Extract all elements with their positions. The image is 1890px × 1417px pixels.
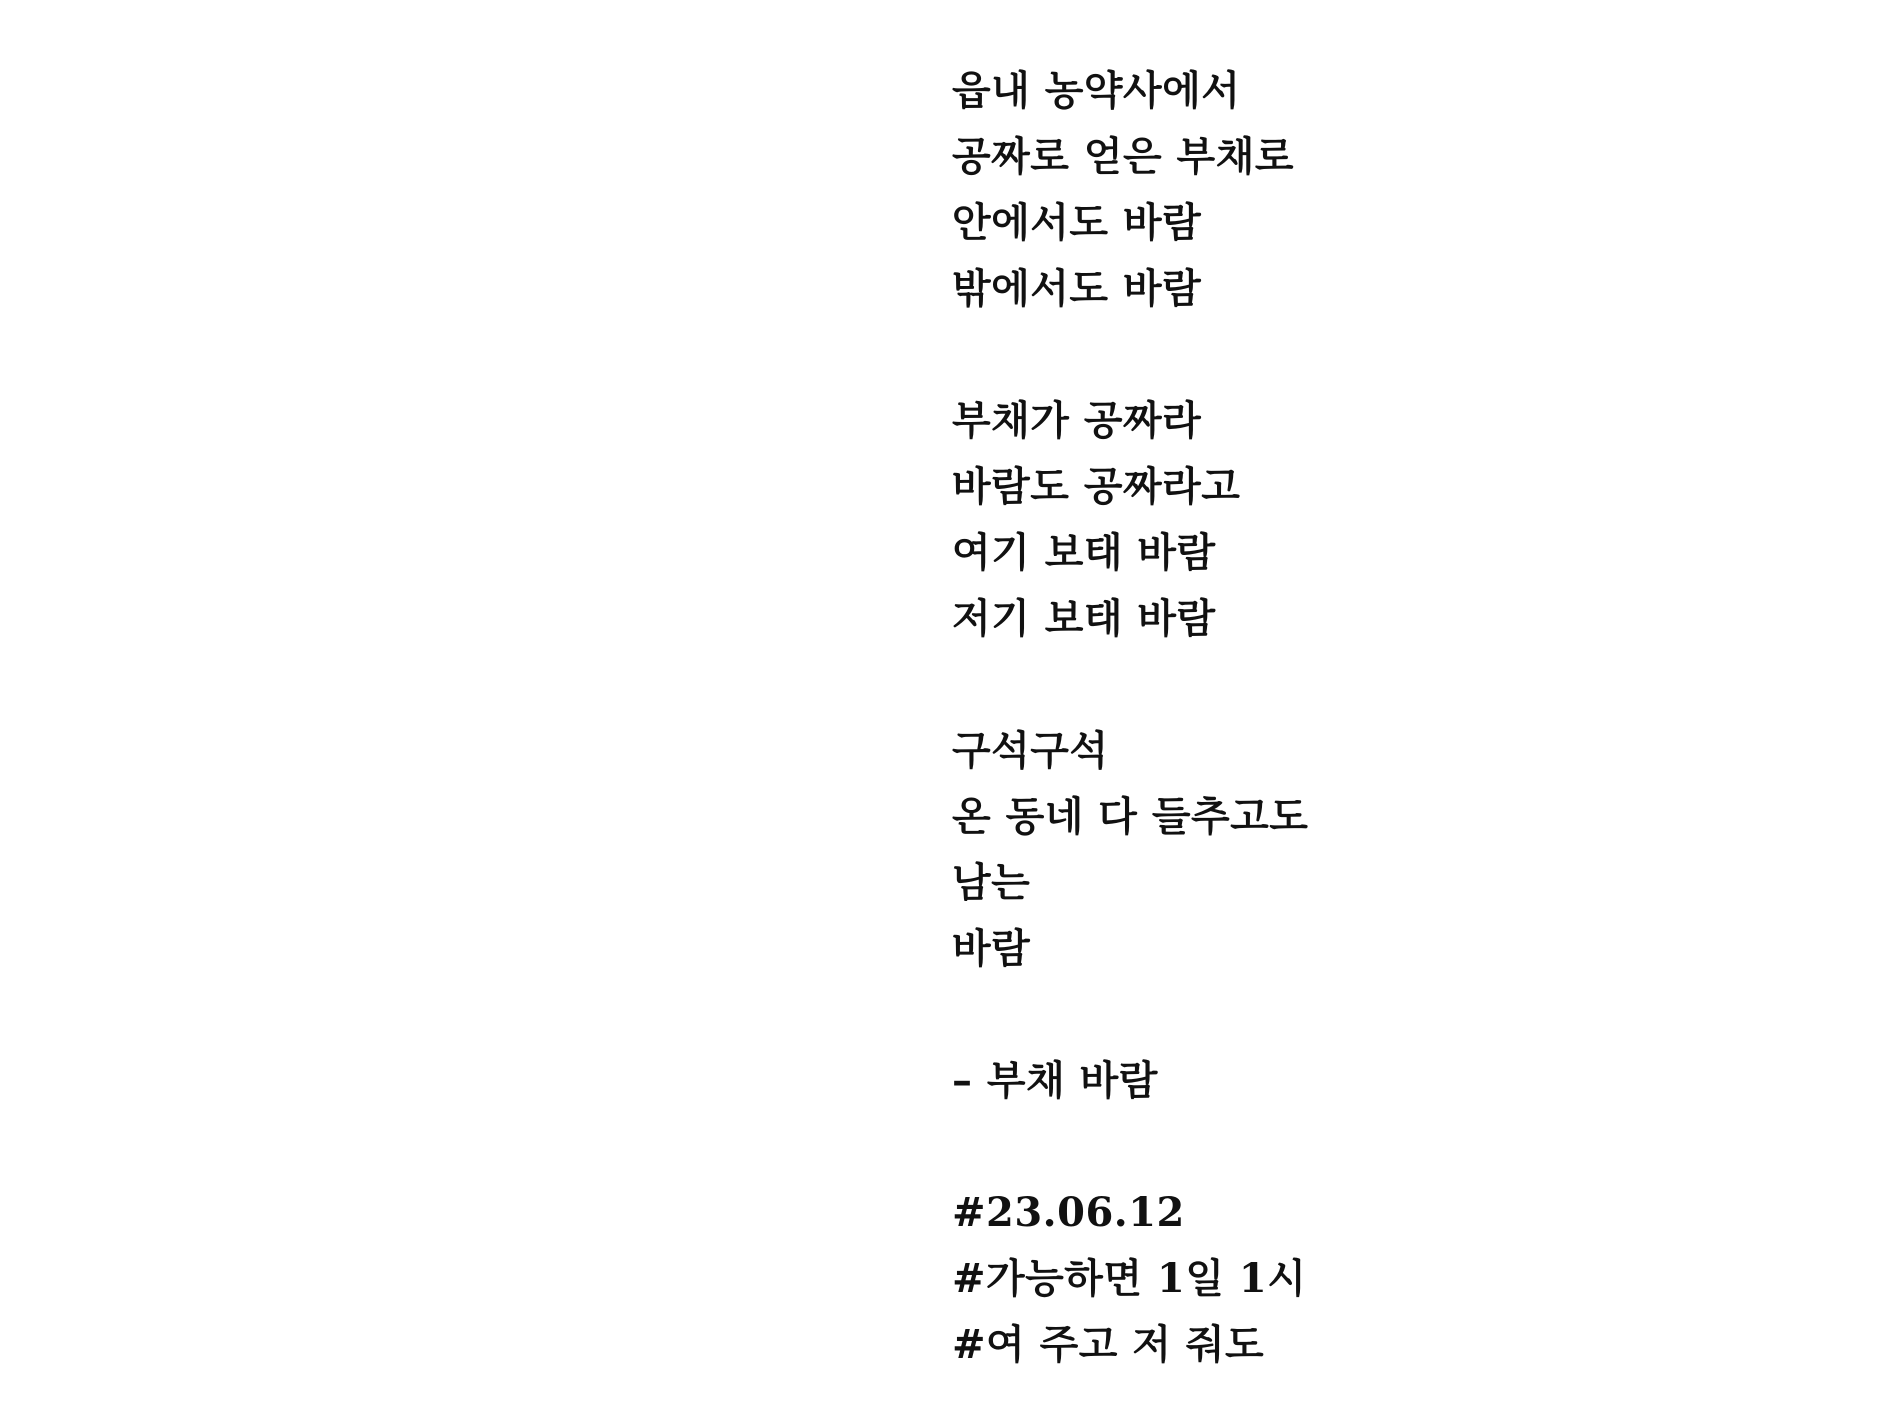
- stanza-3: [952, 718, 1308, 982]
- poem: [952, 58, 1308, 1378]
- poem-line: 안에서도 바람: [952, 199, 1202, 246]
- poem-line: 밖에서도 바람: [952, 265, 1202, 312]
- stanza-2: [952, 388, 1308, 652]
- poem-line: 바람도 공짜라고: [952, 463, 1241, 510]
- hashtag-date: #23.06.12: [952, 1189, 1185, 1236]
- poem-line: 부채가 공짜라: [952, 397, 1202, 444]
- poem-title-signature: [952, 1048, 1308, 1114]
- poem-title: – 부채 바람: [952, 1057, 1158, 1104]
- poem-line: 여기 보태 바람: [952, 529, 1216, 576]
- poem-line: 저기 보태 바람: [952, 595, 1216, 642]
- stanza-1: [952, 58, 1308, 322]
- poem-line: 읍내 농약사에서: [952, 67, 1241, 114]
- poem-line: 구석구석: [952, 727, 1109, 774]
- hashtags: [952, 1180, 1308, 1378]
- poem-line: 바람: [952, 925, 1031, 972]
- poem-line: 공짜로 얻은 부채로: [952, 133, 1294, 180]
- poem-line: 온 동네 다 들추고도: [952, 793, 1309, 840]
- hashtag: #가능하면 1일 1시: [952, 1255, 1307, 1302]
- hashtag: #여 주고 저 줘도: [952, 1321, 1265, 1368]
- poem-line: 남는: [952, 859, 1031, 906]
